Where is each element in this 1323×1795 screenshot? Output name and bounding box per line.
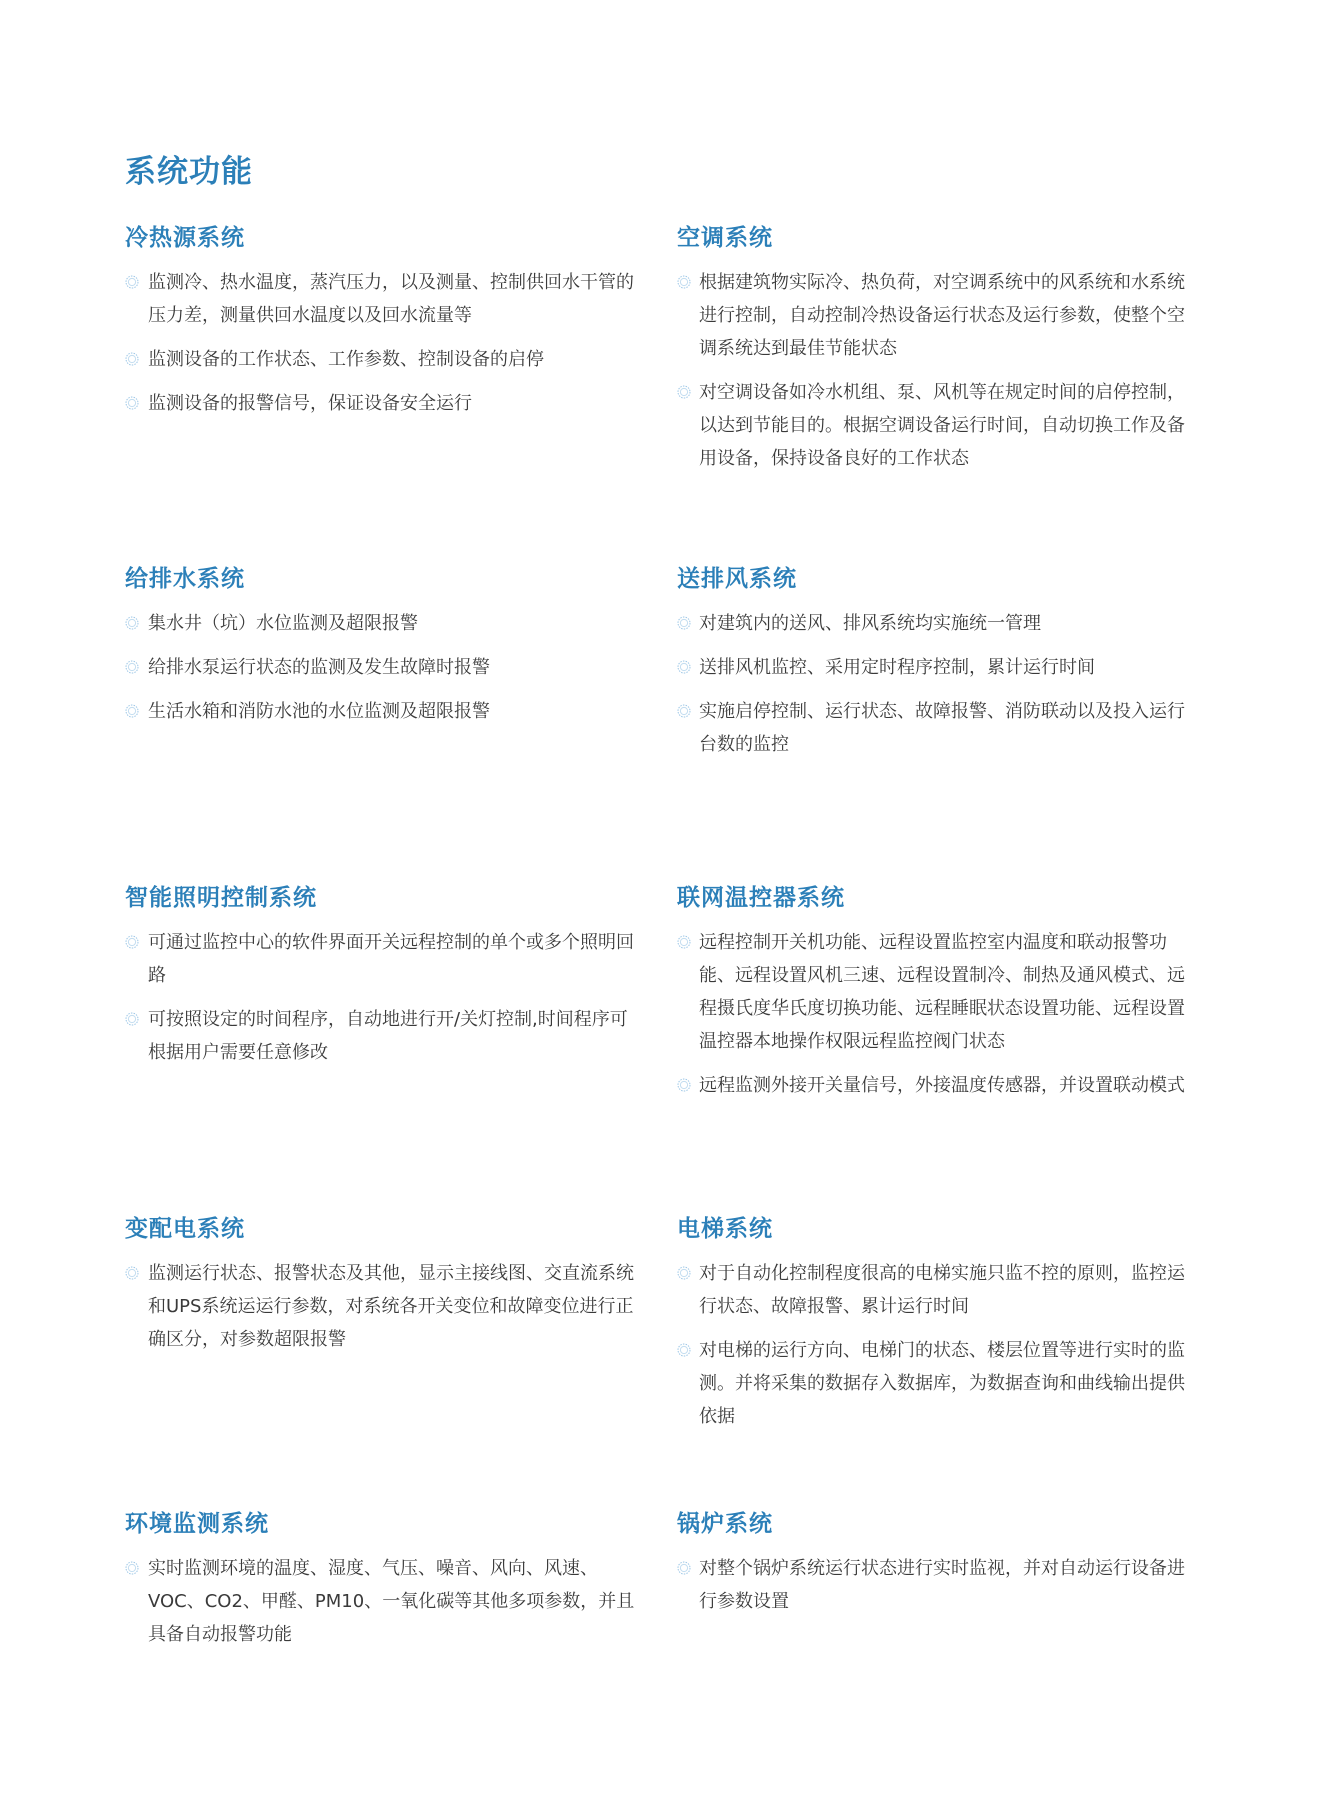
circle-bullet-icon	[677, 1078, 691, 1092]
list-item	[677, 1552, 1197, 1618]
section-title: 给排水系统	[125, 566, 245, 592]
circle-bullet-icon	[677, 275, 691, 289]
item-text: 对整个锅炉系统运行状态进行实时监视，并对自动运行设备进行参数设置	[699, 1558, 1185, 1612]
section-networked-thermostat	[677, 882, 1197, 1113]
circle-bullet-icon	[677, 704, 691, 718]
circle-bullet-icon	[125, 396, 139, 410]
list-item	[125, 387, 645, 420]
list-item	[677, 376, 1197, 475]
circle-bullet-icon	[677, 1561, 691, 1575]
section-title: 锅炉系统	[677, 1511, 773, 1537]
item-text: 集水井（坑）水位监测及超限报警	[148, 613, 418, 634]
circle-bullet-icon	[125, 1012, 139, 1026]
circle-bullet-icon	[677, 1343, 691, 1357]
section-water-supply-drainage	[125, 563, 645, 739]
list-item	[125, 926, 645, 992]
circle-bullet-icon	[677, 935, 691, 949]
item-text: 对于自动化控制程度很高的电梯实施只监不控的原则，监控运行状态、故障报警、累计运行时间	[699, 1263, 1185, 1317]
circle-bullet-icon	[125, 352, 139, 366]
section-title: 变配电系统	[125, 1216, 245, 1242]
list-item	[677, 266, 1197, 365]
list-item	[677, 607, 1197, 640]
section-title: 电梯系统	[677, 1216, 773, 1242]
section-ventilation	[677, 563, 1197, 772]
section-power-distribution	[125, 1213, 645, 1367]
section-title: 送排风系统	[677, 566, 797, 592]
item-text: 远程监测外接开关量信号，外接温度传感器，并设置联动模式	[699, 1075, 1185, 1096]
item-text: 对空调设备如冷水机组、泵、风机等在规定时间的启停控制，以达到节能目的。根据空调设备运行时间，自动切换工作及备用设备，保持设备良好的工作状态	[699, 382, 1185, 469]
list-item	[125, 343, 645, 376]
list-item	[125, 1003, 645, 1069]
list-item	[677, 1334, 1197, 1433]
list-item	[125, 695, 645, 728]
item-text: 监测设备的报警信号，保证设备安全运行	[148, 393, 472, 414]
section-title: 冷热源系统	[125, 225, 245, 251]
section-title: 环境监测系统	[125, 1511, 269, 1537]
item-text: 对电梯的运行方向、电梯门的状态、楼层位置等进行实时的监测。并将采集的数据存入数据库，为数据查询和曲线输出提供依据	[699, 1340, 1185, 1427]
list-item	[677, 651, 1197, 684]
circle-bullet-icon	[677, 616, 691, 630]
item-text: 生活水箱和消防水池的水位监测及超限报警	[148, 701, 490, 722]
list-item	[125, 1552, 645, 1651]
item-text: 监测设备的工作状态、工作参数、控制设备的启停	[148, 349, 544, 370]
item-text: 监测运行状态、报警状态及其他，显示主接线图、交直流系统和UPS系统运运行参数，对系统各开关变位和故障变位进行正确区分，对参数超限报警	[148, 1263, 634, 1350]
circle-bullet-icon	[125, 616, 139, 630]
section-environment-monitoring	[125, 1508, 645, 1662]
circle-bullet-icon	[125, 935, 139, 949]
circle-bullet-icon	[677, 1266, 691, 1280]
list-item	[125, 651, 645, 684]
circle-bullet-icon	[677, 660, 691, 674]
list-item	[677, 1069, 1197, 1102]
item-text: 实时监测环境的温度、湿度、气压、噪音、风向、风速、VOC、CO2、甲醛、PM10、一氧化碳等其他多项参数，并且具备自动报警功能	[148, 1558, 635, 1645]
section-title: 空调系统	[677, 225, 773, 251]
item-text: 给排水泵运行状态的监测及发生故障时报警	[148, 657, 490, 678]
section-cold-heat-source	[125, 222, 645, 431]
section-boiler	[677, 1508, 1197, 1629]
section-air-conditioning	[677, 222, 1197, 486]
circle-bullet-icon	[125, 275, 139, 289]
item-text: 根据建筑物实际冷、热负荷，对空调系统中的风系统和水系统进行控制，自动控制冷热设备运行状态及运行参数，使整个空调系统达到最佳节能状态	[699, 272, 1185, 359]
section-title: 联网温控器系统	[677, 885, 845, 911]
circle-bullet-icon	[125, 1266, 139, 1280]
list-item	[125, 1257, 645, 1356]
circle-bullet-icon	[677, 385, 691, 399]
list-item	[677, 926, 1197, 1058]
item-text: 可通过监控中心的软件界面开关远程控制的单个或多个照明回路	[148, 932, 634, 986]
item-text: 远程控制开关机功能、远程设置监控室内温度和联动报警功能、远程设置风机三速、远程设置制冷、制热及通风模式、远程摄氏度华氏度切换功能、远程睡眠状态设置功能、远程设置温控器本地操作权限远程监控阀门状态	[699, 932, 1185, 1052]
list-item	[677, 1257, 1197, 1323]
item-text: 对建筑内的送风、排风系统均实施统一管理	[699, 613, 1041, 634]
section-elevator	[677, 1213, 1197, 1444]
section-smart-lighting	[125, 882, 645, 1080]
item-text: 送排风机监控、采用定时程序控制，累计运行时间	[699, 657, 1095, 678]
circle-bullet-icon	[125, 1561, 139, 1575]
item-text: 监测冷、热水温度，蒸汽压力，以及测量、控制供回水干管的压力差，测量供回水温度以及回水流量等	[148, 272, 634, 326]
list-item	[677, 695, 1197, 761]
list-item	[125, 266, 645, 332]
section-title: 智能照明控制系统	[125, 885, 317, 911]
item-text: 可按照设定的时间程序，自动地进行开/关灯控制,时间程序可根据用户需要任意修改	[148, 1009, 628, 1063]
circle-bullet-icon	[125, 660, 139, 674]
circle-bullet-icon	[125, 704, 139, 718]
page-title: 系统功能	[125, 154, 253, 190]
item-text: 实施启停控制、运行状态、故障报警、消防联动以及投入运行台数的监控	[699, 701, 1185, 755]
list-item	[125, 607, 645, 640]
